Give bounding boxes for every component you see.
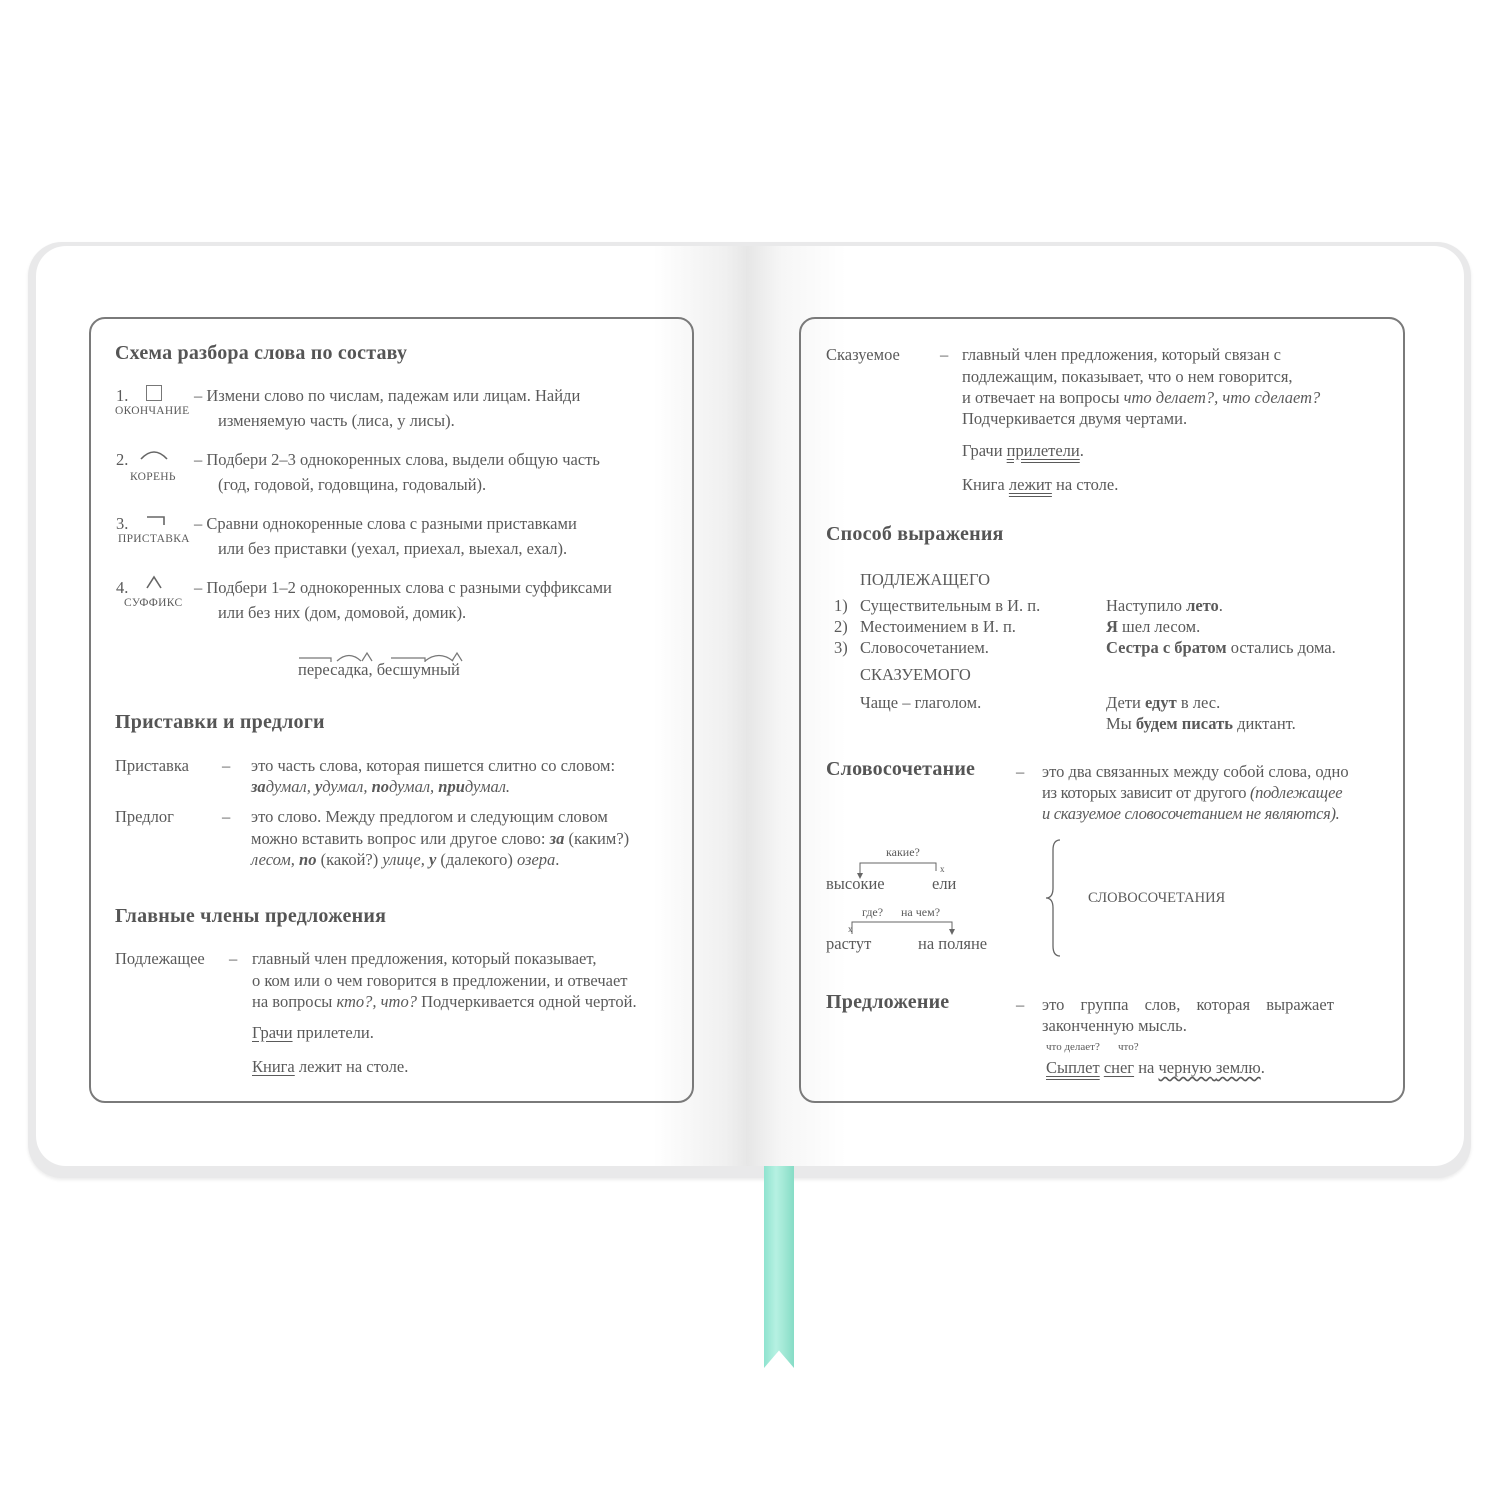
row-text: Местоимением в И. п.	[860, 617, 1016, 636]
example-sentence: Сыплет снег на черную землю.	[1046, 1058, 1265, 1077]
item-text-line: – Сравни однокоренные слова с разными приставками	[194, 514, 577, 533]
section-title-phrase: Словосочетание	[826, 758, 976, 780]
main-word-mark: x	[848, 924, 853, 934]
definition-line: из которых зависит от другого (подлежащее	[1042, 783, 1343, 802]
definition-line: лесом, по (какой?) улице, у (далекого) озера.	[251, 850, 560, 869]
term-prefix: Приставка	[115, 756, 189, 775]
definition-line: и отвечает на вопросы что делает?, что сделает?	[962, 388, 1321, 407]
question-label: на чем?	[901, 905, 941, 919]
definition-line: это часть слова, которая пишется слитно со словом:	[251, 756, 616, 775]
row-number: 2)	[834, 617, 848, 636]
term-preposition: Предлог	[115, 807, 174, 826]
root-symbol-icon	[140, 448, 168, 460]
subheading-predicate: СКАЗУЕМОГО	[860, 665, 971, 684]
morpheme-label: ПРИСТАВКА	[118, 533, 190, 545]
section-title-sentence: Предложение	[826, 991, 950, 1013]
row-example: Сестра с братом остались дома.	[1106, 638, 1336, 657]
morpheme-label: ОКОНЧАНИЕ	[115, 405, 190, 417]
example-sentence: Грачи прилетели.	[962, 441, 1084, 460]
example-sentence: Грачи прилетели.	[252, 1023, 374, 1042]
item-text-line: – Подбери 2–3 однокоренных слова, выдели общую часть	[194, 450, 600, 469]
item-text-line: – Измени слово по числам, падежам или лицам. Найди	[194, 386, 581, 405]
morpheme-label: КОРЕНЬ	[130, 471, 176, 483]
parsed-example: пересадка, бесшумный	[298, 660, 460, 679]
subheading-subject: ПОДЛЕЖАЩЕГО	[860, 570, 991, 589]
row-text: Чаще – глаголом.	[860, 693, 982, 712]
item-text-line: или без них (дом, домовой, домик).	[218, 603, 467, 622]
curly-brace-icon	[1044, 838, 1064, 958]
term-dash: –	[222, 807, 231, 826]
section-title-word-parsing: Схема разбора слова по составу	[115, 342, 408, 364]
row-number: 1)	[834, 596, 848, 615]
section-title-main-members: Главные члены предложения	[115, 905, 387, 927]
row-text: Словосочетанием.	[860, 638, 989, 657]
question-label: какие?	[886, 845, 920, 859]
item-text-line: изменяемую часть (лиса, у лисы).	[218, 411, 455, 430]
item-text-line: (год, годовой, годовщина, годовалый).	[218, 475, 487, 494]
item-number: 3.	[116, 514, 129, 533]
row-example: Я шел лесом.	[1106, 617, 1201, 636]
phrase-diagram-arrows	[840, 856, 1010, 936]
definition-line: Подчеркивается двумя чертами.	[962, 409, 1188, 428]
row-example: Мы будем писать диктант.	[1106, 714, 1296, 733]
item-number: 1.	[116, 386, 129, 405]
row-example: Наступило лето.	[1106, 596, 1223, 615]
phrase-word: высокие	[826, 874, 885, 893]
item-text-line: – Подбери 1–2 однокоренных слова с разными суффиксами	[194, 578, 612, 597]
prefix-symbol-icon	[146, 516, 166, 528]
morpheme-label: СУФФИКС	[124, 597, 183, 609]
definition-line: законченную мысль.	[1042, 1016, 1187, 1035]
example-sentence: Книга лежит на столе.	[962, 475, 1119, 494]
row-example: Дети едут в лес.	[1106, 693, 1221, 712]
term-dash: –	[1016, 762, 1025, 781]
definition-line: это два связанных между собой слова, одно	[1042, 762, 1349, 781]
main-word-mark: x	[940, 864, 945, 874]
ending-symbol-icon	[146, 385, 162, 401]
definition-line: подлежащим, показывает, что о нем говорится,	[962, 367, 1293, 386]
row-number: 3)	[834, 638, 848, 657]
definition-line: главный член предложения, который связан с	[962, 345, 1281, 364]
suffix-symbol-icon	[146, 576, 162, 589]
row-text: Существительным в И. п.	[860, 596, 1041, 615]
brace-label: СЛОВОСОЧЕТАНИЯ	[1088, 890, 1226, 906]
term-dash: –	[940, 345, 949, 364]
definition-line: это слово. Между предлогом и следующим словом	[251, 807, 608, 826]
prefix-examples: задумал, удумал, подумал, придумал.	[251, 777, 511, 796]
definition-line: о ком или о чем говорится в предложении, и отвечает	[252, 971, 628, 990]
definition-line: это группа слов, которая выражает	[1042, 995, 1334, 1014]
question-label: что?	[1118, 1041, 1139, 1053]
definition-line: на вопросы кто?, что? Подчеркивается одной чертой.	[252, 992, 637, 1011]
item-number: 4.	[116, 578, 129, 597]
term-predicate: Сказуемое	[826, 345, 900, 364]
phrase-word: ели	[932, 874, 957, 893]
bookmark-ribbon	[764, 1150, 794, 1368]
question-label: что делает?	[1046, 1041, 1100, 1053]
term-dash: –	[1016, 995, 1025, 1014]
example-sentence: Книга лежит на столе.	[252, 1057, 409, 1076]
item-text-line: или без приставки (уехал, приехал, выехал, ехал).	[218, 539, 568, 558]
item-number: 2.	[116, 450, 129, 469]
term-dash: –	[229, 949, 238, 968]
definition-line: и сказуемое словосочетанием не являются).	[1042, 804, 1340, 823]
phrase-word: растут	[826, 934, 872, 953]
phrase-word: на поляне	[918, 934, 988, 953]
question-label: где?	[862, 905, 884, 919]
definition-line: главный член предложения, который показывает,	[252, 949, 597, 968]
term-dash: –	[222, 756, 231, 775]
term-subject: Подлежащее	[115, 949, 205, 968]
section-title-expression: Способ выражения	[826, 523, 1004, 545]
section-title-prefixes: Приставки и предлоги	[115, 711, 325, 733]
definition-line: можно вставить вопрос или другое слово: за (каким?)	[251, 829, 630, 848]
